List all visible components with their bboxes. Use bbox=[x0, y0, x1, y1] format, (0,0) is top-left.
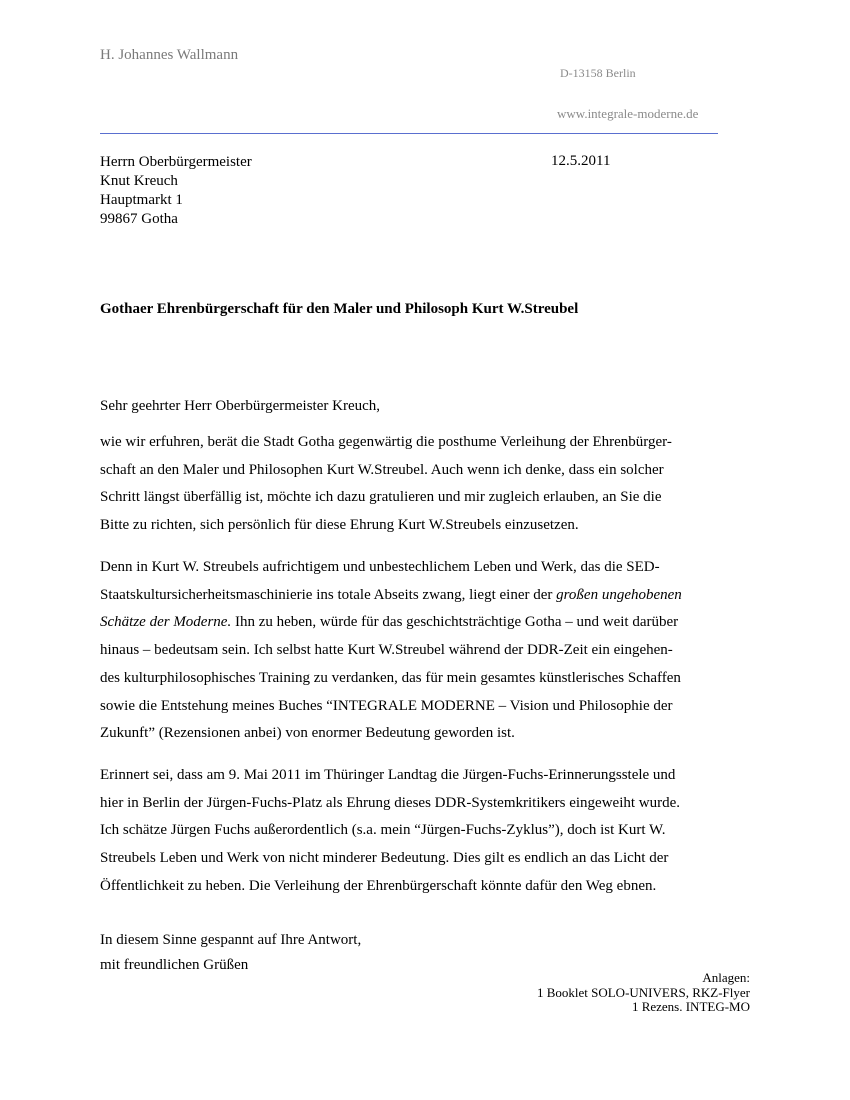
letter-subject: Gothaer Ehrenbürgerschaft für den Maler und Philosoph Kurt W.Streubel bbox=[100, 301, 579, 317]
paragraph-line: des kulturphilosophisches Training zu verdanken, das für mein gesamtes künstlerisches Schaffen bbox=[100, 669, 681, 686]
recipient-street: Hauptmarkt 1 bbox=[100, 192, 183, 208]
paragraph-line: Streubels Leben und Werk von nicht minderer Bedeutung. Dies gilt es endlich an das Licht der bbox=[100, 850, 669, 867]
header-divider bbox=[100, 133, 718, 134]
body-paragraph-3 bbox=[100, 762, 760, 901]
paragraph-line: Zukunft” (Rezensionen anbei) von enormer Bedeutung geworden ist. bbox=[100, 725, 515, 742]
paragraph-line: Erinnert sei, dass am 9. Mai 2011 im Thüringer Landtag die Jürgen-Fuchs-Erinnerungsstele und bbox=[100, 767, 676, 783]
closing-line-1: In diesem Sinne gespannt auf Ihre Antwort, bbox=[100, 932, 362, 948]
closing bbox=[100, 928, 361, 978]
italic-emphasis: Schätze der Moderne. bbox=[100, 614, 232, 631]
attachments-heading: Anlagen: bbox=[702, 970, 750, 985]
attachment-item: 1 Rezens. INTEG-MO bbox=[631, 999, 750, 1014]
recipient-address bbox=[100, 153, 252, 229]
letter-date: 12.5.2011 bbox=[551, 153, 611, 169]
body-paragraph-2 bbox=[100, 554, 760, 748]
paragraph-line: Schritt längst überfällig ist, möchte ich dazu gratulieren und mir zugleich erlauben, an Sie die bbox=[100, 489, 662, 506]
paragraph-line: hier in Berlin der Jürgen-Fuchs-Platz als Ehrung dieses DDR-Systemkritikers eingeweiht wurde. bbox=[100, 794, 681, 811]
italic-emphasis: großen ungehobenen bbox=[556, 586, 682, 603]
paragraph-line: Ich schätze Jürgen Fuchs außerordentlich (s.a. mein “Jürgen-Fuchs-Zyklus”), doch ist Kurt W. bbox=[100, 822, 666, 839]
paragraph-line: Öffentlichkeit zu heben. Die Verleihung der Ehrenbürgerschaft könnte dafür den Weg ebnen. bbox=[100, 877, 657, 894]
paragraph-line: sowie die Entstehung meines Buches “INTEGRALE MODERNE – Vision und Philosophie der bbox=[100, 697, 673, 714]
paragraph-line: wie wir erfuhren, berät die Stadt Gotha gegenwärtig die posthume Verleihung der Ehrenbürger- bbox=[100, 434, 672, 450]
paragraph-line: Bitte zu richten, sich persönlich für diese Ehrung Kurt W.Streubels einzusetzen. bbox=[100, 517, 579, 534]
recipient-title: Herrn Oberbürgermeister bbox=[100, 154, 252, 170]
paragraph-line: Denn in Kurt W. Streubels aufrichtigem und unbestechlichem Leben und Werk, das die SED- bbox=[100, 559, 660, 575]
salutation: Sehr geehrter Herr Oberbürgermeister Kreuch, bbox=[100, 398, 381, 414]
attachments-list bbox=[537, 971, 750, 1015]
recipient-name: Knut Kreuch bbox=[100, 173, 178, 189]
closing-line-2: mit freundlichen Grüßen bbox=[100, 957, 249, 973]
recipient-city: 99867 Gotha bbox=[100, 211, 178, 227]
text-segment: Staatskultursicherheitsmaschinierie ins totale Abseits zwang, liegt einer der bbox=[100, 586, 557, 603]
sender-name: H. Johannes Wallmann bbox=[100, 47, 239, 63]
paragraph-line: schaft an den Maler und Philosophen Kurt W.Streubel. Auch wenn ich denke, dass ein solcher bbox=[100, 461, 664, 478]
text-segment: Ihn zu heben, würde für das geschichtsträchtige Gotha – und weit darüber bbox=[231, 614, 679, 631]
paragraph-line: hinaus – bedeutsam sein. Ich selbst hatte Kurt W.Streubel während der DDR-Zeit ein eingehen- bbox=[100, 642, 673, 659]
sender-city: D-13158 Berlin bbox=[560, 66, 636, 80]
attachment-item: 1 Booklet SOLO-UNIVERS, RKZ-Flyer bbox=[536, 984, 750, 1000]
paragraph-line bbox=[100, 582, 760, 610]
paragraph-line bbox=[100, 609, 760, 637]
body-paragraph-1 bbox=[100, 429, 760, 540]
sender-website: www.integrale-moderne.de bbox=[557, 106, 699, 121]
